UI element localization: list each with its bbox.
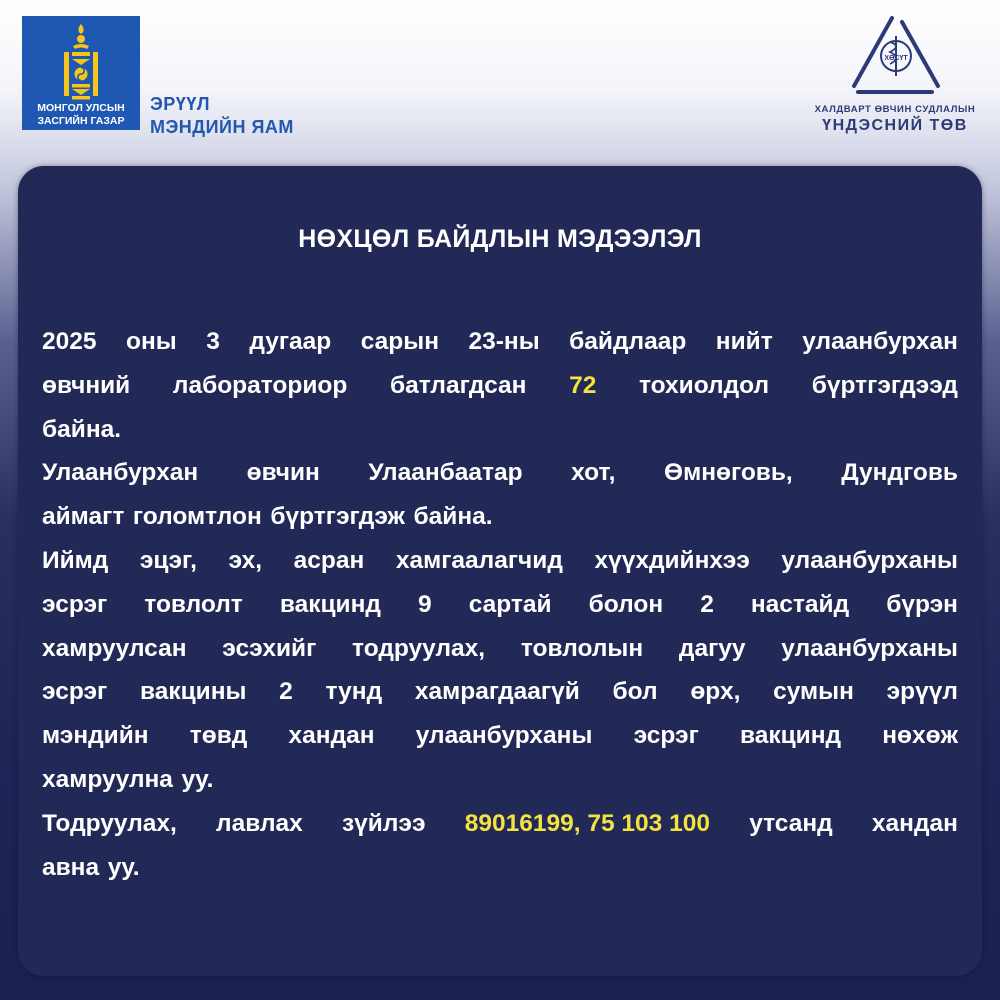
- word: байна.: [413, 503, 493, 531]
- word: хандан: [871, 809, 958, 837]
- word: уу.: [181, 765, 214, 793]
- word: Дундговь: [841, 459, 958, 487]
- government-name-line2: ЗАСГИЙН ГАЗАР: [37, 115, 125, 127]
- text-line: [42, 714, 958, 758]
- word: төвд: [189, 722, 248, 750]
- word: бүртгэгдэж: [270, 503, 405, 531]
- word: улаанбурханы: [415, 722, 593, 750]
- word: голомтлон: [132, 503, 262, 531]
- word: 2: [700, 590, 714, 618]
- word: улаанбурханы: [781, 634, 958, 662]
- ministry-name-line1: ЭРҮҮЛ: [150, 94, 210, 114]
- word: хамгаалагчид: [395, 546, 563, 574]
- text-line: [42, 758, 958, 802]
- word: мэндийн: [42, 722, 149, 750]
- word: 9: [418, 590, 432, 618]
- highlighted-value: 89016199, 75 103 100: [464, 809, 710, 837]
- text-line: [42, 846, 958, 890]
- ncid-name-line2: ҮНДЭСНИЙ ТӨВ: [822, 117, 968, 134]
- word: бүрэн: [886, 590, 958, 618]
- text-line: [42, 670, 958, 714]
- government-logo: [22, 16, 140, 130]
- word: байна.: [42, 415, 122, 443]
- text-line: [42, 583, 958, 627]
- ncid-logo-text: ХӨСҮТ: [884, 55, 908, 62]
- word: эсрэг: [42, 590, 108, 618]
- word: 2: [279, 678, 293, 706]
- ministry-name-line2: МЭНДИЙН ЯАМ: [150, 117, 294, 137]
- word: хүүхдийнхээ: [594, 546, 750, 574]
- word: сумын: [773, 678, 854, 706]
- word: сартай: [468, 590, 552, 618]
- word: нөхөж: [882, 722, 958, 750]
- word: болон: [588, 590, 664, 618]
- word: эсэхийг: [222, 634, 317, 662]
- text-line: [42, 451, 958, 495]
- word: өвчний: [42, 371, 131, 399]
- word: байдлаар: [569, 328, 687, 355]
- word: хамрагдаагүй: [414, 678, 580, 706]
- word: настайд: [750, 590, 850, 618]
- text-line: [42, 320, 958, 364]
- word: батлагдсан: [389, 371, 527, 399]
- word: асран: [293, 546, 365, 574]
- word: улаанбурханы: [781, 546, 958, 574]
- word: утсанд: [749, 809, 833, 837]
- triangle-caduceus-logo-icon: [848, 12, 944, 98]
- text-line: [42, 627, 958, 671]
- word: аймагт: [42, 503, 125, 531]
- word: вакцинд: [279, 590, 381, 618]
- word: улаанбурхан: [802, 328, 958, 355]
- word: сарын: [360, 328, 439, 355]
- word: хамруулна: [42, 765, 173, 793]
- word: эсрэг: [42, 678, 108, 706]
- word: Улаанбаатар: [368, 459, 523, 487]
- word: бол: [612, 678, 658, 706]
- word: өвчин: [246, 459, 320, 487]
- word: нийт: [715, 328, 773, 355]
- word: өрх,: [690, 678, 741, 706]
- word: тунд: [325, 678, 383, 706]
- word: Тодруулах,: [42, 809, 177, 837]
- text-line: [42, 408, 958, 452]
- word: хандан: [288, 722, 375, 750]
- word: авна: [42, 853, 100, 881]
- word: дугаар: [249, 328, 332, 355]
- word: хамруулсан: [42, 634, 187, 662]
- word: тодруулах,: [352, 634, 486, 662]
- page-title: НӨХЦӨЛ БАЙДЛЫН МЭДЭЭЛЭЛ: [298, 225, 702, 253]
- word: Иймд: [42, 546, 109, 574]
- ncid-name-line1: ХАЛДВАРТ ӨВЧИН СУДЛАЛЫН: [814, 104, 976, 115]
- word: лабораториор: [172, 371, 348, 399]
- text-line: [42, 495, 958, 539]
- word: хот,: [571, 459, 616, 487]
- word: тохиолдол: [638, 371, 770, 399]
- word: эх,: [228, 546, 263, 574]
- government-name-line1: МОНГОЛ УЛСЫН: [37, 102, 125, 114]
- word: оны: [126, 328, 177, 355]
- word: товлолын: [520, 634, 644, 662]
- word: дагуу: [678, 634, 746, 662]
- word: вакцины: [139, 678, 247, 706]
- word: Улаанбурхан: [42, 459, 199, 487]
- text-line: [42, 364, 958, 408]
- soyombo-emblem-icon: [56, 22, 106, 102]
- word: эсрэг: [633, 722, 699, 750]
- word: Өмнөговь,: [664, 459, 793, 487]
- word: бүртгэгдээд: [811, 371, 958, 399]
- word: 2025: [42, 328, 97, 355]
- word: эрүүл: [886, 678, 958, 706]
- text-line: [42, 802, 958, 846]
- highlighted-value: 72: [569, 371, 597, 399]
- word: 23-ны: [468, 328, 540, 355]
- word: вакцинд: [739, 722, 842, 750]
- word: зүйлээ: [342, 809, 426, 837]
- word: товлолт: [144, 590, 243, 618]
- word: 3: [206, 328, 220, 355]
- word: уу.: [107, 853, 140, 881]
- word: лавлах: [216, 809, 303, 837]
- text-line: [42, 539, 958, 583]
- announcement-text: [42, 320, 958, 889]
- word: эцэг,: [139, 546, 197, 574]
